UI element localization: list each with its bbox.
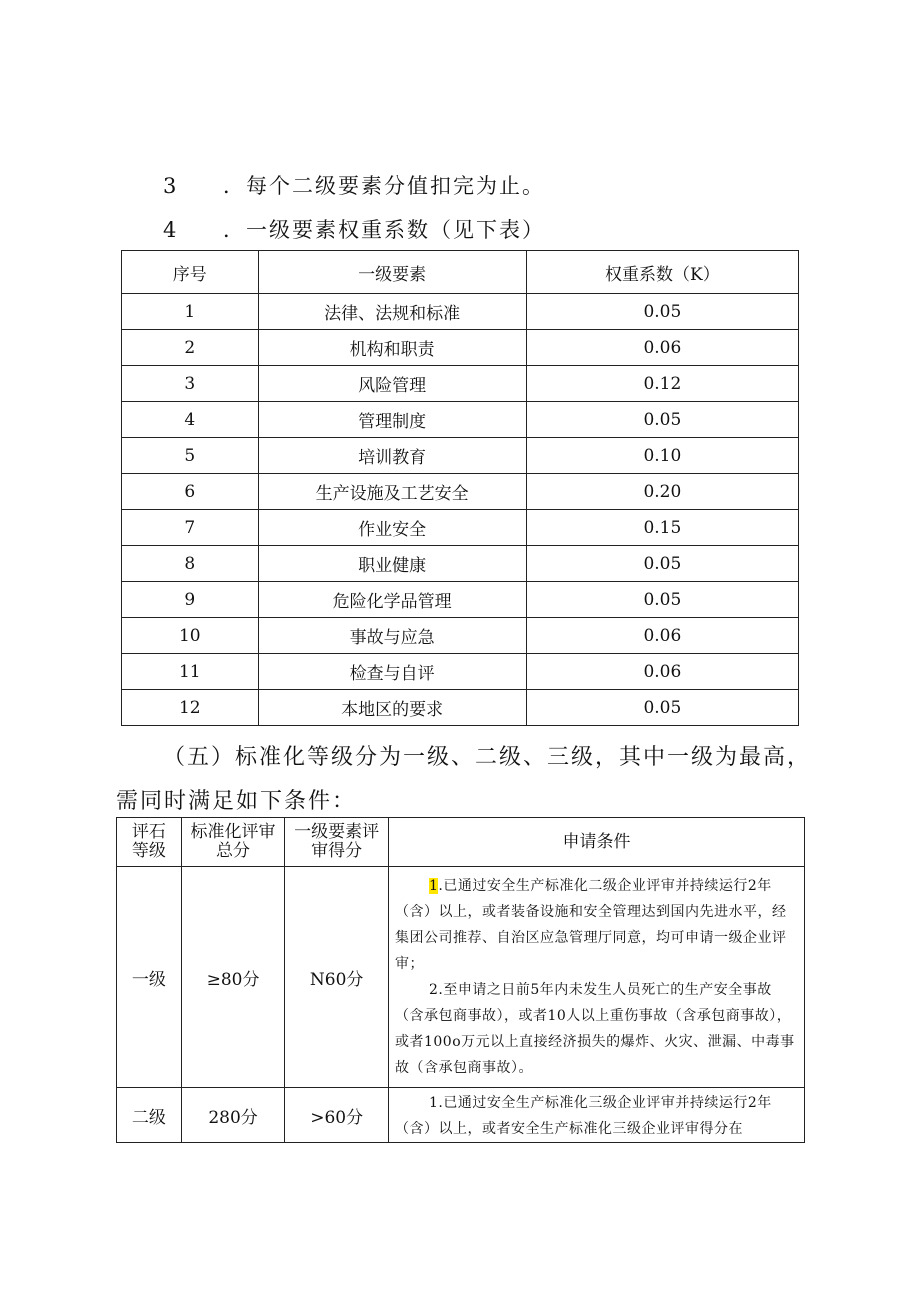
condition-text: 1.已通过安全生产标准化三级企业评审并持续运行2年（含）以上，或者安全生产标准化三级企业评审得分在 [394,1095,772,1137]
cell-element: 法律、法规和标准 [258,294,526,330]
table-row [122,330,799,366]
header-total-line1: 标准化评审 [190,822,276,842]
table-row [122,546,799,582]
paragraph-item-4 [163,214,545,244]
table-header-row [117,818,805,867]
cell-weight: 0.05 [526,582,798,618]
paragraph-text: ．一级要素权重系数（见下表） [223,218,545,242]
cell-serial: 2 [122,330,259,366]
table-row-grade-1 [117,867,805,1088]
table-row [122,582,799,618]
cell-element: 作业安全 [258,510,526,546]
cell-element: 风险管理 [258,366,526,402]
weight-coefficient-table [121,250,799,726]
paragraph-text: 需同时满足如下条件： [116,789,357,814]
header-element-line2: 审得分 [311,841,363,861]
condition-text: 2.至申请之日前5年内未发生人员死亡的生产安全事故（含承包商事故），或者10人以上重伤事故（含承包商事故），或者100o万元以上直接经济损失的爆炸、火灾、泄漏、中毒事故（含承包商事故）。 [394,982,795,1076]
cell-weight: 0.20 [526,474,798,510]
header-grade-line1: 评石 [131,822,166,842]
cell-grade: 二级 [117,1088,182,1143]
highlight-marker: 1 [428,878,439,894]
cell-weight: 0.10 [526,438,798,474]
paragraph-grade-conditions [116,784,356,815]
cell-serial: 5 [122,438,259,474]
cell-weight: 0.05 [526,690,798,726]
cell-weight: 0.05 [526,546,798,582]
table-row [122,474,799,510]
cell-serial: 7 [122,510,259,546]
header-element: 一级要素 [258,251,526,294]
header-total-line2: 总分 [216,841,251,861]
table-row-grade-2 [117,1088,805,1143]
cell-weight: 0.06 [526,618,798,654]
header-element-score [285,818,389,867]
header-weight: 权重系数（K） [526,251,798,294]
condition-item-2 [395,977,800,1081]
header-element-line1: 一级要素评 [294,822,380,842]
cell-serial: 12 [122,690,259,726]
header-serial: 序号 [122,251,259,294]
table-header-row [122,251,799,294]
cell-total-score: ≥80分 [181,867,285,1088]
cell-serial: 4 [122,402,259,438]
cell-conditions [388,1088,804,1143]
cell-element-score: >60分 [285,1088,389,1143]
table-row [122,294,799,330]
table-row [122,654,799,690]
header-grade-line2: 等级 [131,841,166,861]
condition-text: .已通过安全生产标准化二级企业评审并持续运行2年（含）以上，或者装备设施和安全管理达到国内先进水平，经集团公司推荐、自治区应急管理厅同意，均可申请一级企业评审； [394,878,787,972]
paragraph-number: 4 [163,218,179,242]
cell-element: 机构和职责 [258,330,526,366]
cell-element: 危险化学品管理 [258,582,526,618]
cell-serial: 9 [122,582,259,618]
cell-conditions [388,867,804,1088]
cell-weight: 0.06 [526,330,798,366]
cell-weight: 0.06 [526,654,798,690]
paragraph-text: （五）标准化等级分为一级、二级、三级，其中一级为最高， [163,745,812,770]
cell-serial: 3 [122,366,259,402]
cell-weight: 0.05 [526,402,798,438]
table-row [122,618,799,654]
cell-element: 管理制度 [258,402,526,438]
header-conditions: 申请条件 [388,818,804,867]
cell-element: 培训教育 [258,438,526,474]
condition-item-1 [395,873,800,977]
table-row [122,366,799,402]
paragraph-number: 3 [163,174,179,198]
cell-serial: 10 [122,618,259,654]
cell-weight: 0.15 [526,510,798,546]
table-row [122,438,799,474]
cell-weight: 0.05 [526,294,798,330]
table-row [122,510,799,546]
grade-conditions-table [116,817,805,1143]
cell-element: 检查与自评 [258,654,526,690]
header-total-score [181,818,285,867]
cell-element: 职业健康 [258,546,526,582]
condition-item-1 [395,1090,800,1142]
paragraph-text: ．每个二级要素分值扣完为止。 [223,174,545,198]
table-row [122,690,799,726]
cell-element: 事故与应急 [258,618,526,654]
cell-grade: 一级 [117,867,182,1088]
cell-serial: 11 [122,654,259,690]
header-grade [117,818,182,867]
cell-serial: 1 [122,294,259,330]
cell-weight: 0.12 [526,366,798,402]
cell-element: 生产设施及工艺安全 [258,474,526,510]
cell-total-score: 280分 [181,1088,285,1143]
cell-element-score: N60分 [285,867,389,1088]
cell-serial: 6 [122,474,259,510]
paragraph-item-3 [163,170,545,200]
table-row [122,402,799,438]
cell-serial: 8 [122,546,259,582]
cell-element: 本地区的要求 [258,690,526,726]
paragraph-grade-levels [163,740,811,771]
